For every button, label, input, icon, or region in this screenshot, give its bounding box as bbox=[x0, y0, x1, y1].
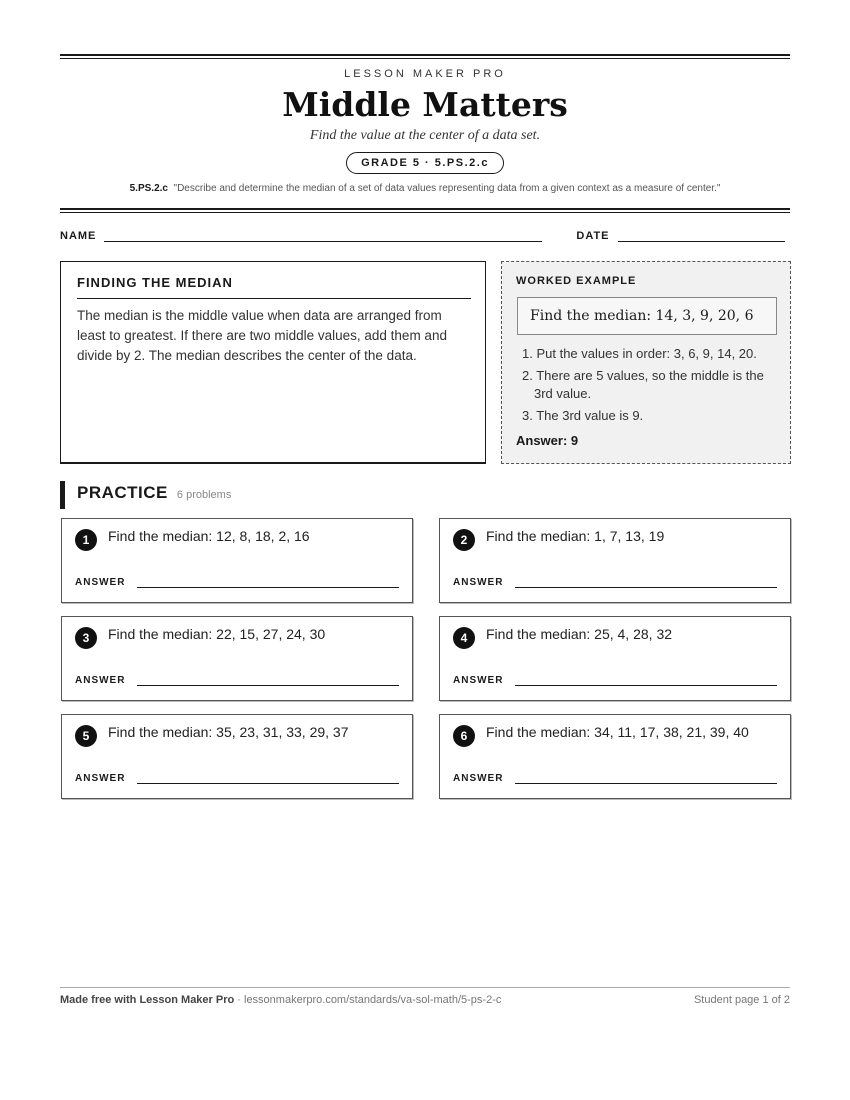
answer-field[interactable] bbox=[515, 783, 777, 784]
date-label: DATE bbox=[576, 230, 610, 242]
answer-label: ANSWER bbox=[453, 577, 504, 588]
concept-title: FINDING THE MEDIAN bbox=[77, 275, 233, 290]
page-subtitle: Find the value at the center of a data set. bbox=[309, 128, 541, 143]
answer-field[interactable] bbox=[515, 685, 777, 686]
answer-label: ANSWER bbox=[75, 773, 126, 784]
footer-rule bbox=[60, 987, 790, 988]
page-title: Middle Matters bbox=[282, 85, 568, 124]
brand-name: LESSON MAKER PRO bbox=[344, 68, 506, 80]
problem-number: 2 bbox=[453, 529, 475, 551]
footer-separator: · bbox=[234, 994, 244, 1006]
problem-prompt: Find the median: 35, 23, 31, 33, 29, 37 bbox=[108, 724, 349, 740]
answer-field[interactable] bbox=[137, 587, 399, 588]
problem-prompt: Find the median: 25, 4, 28, 32 bbox=[486, 626, 673, 642]
concept-box bbox=[60, 261, 486, 464]
date-field[interactable] bbox=[618, 240, 785, 242]
step-item: 3. The 3rd value is 9. bbox=[522, 408, 644, 423]
problem-card bbox=[439, 518, 791, 603]
problem-prompt: Find the median: 1, 7, 13, 19 bbox=[486, 528, 665, 544]
problem-card bbox=[439, 714, 791, 799]
top-rule bbox=[60, 54, 790, 59]
practice-header bbox=[77, 483, 231, 503]
practice-title: PRACTICE bbox=[77, 483, 168, 502]
footer-made-with: Made free with Lesson Maker Pro bbox=[60, 994, 235, 1006]
concept-title-rule bbox=[77, 298, 471, 299]
standard-code: 5.PS.2.c bbox=[129, 183, 168, 194]
name-field[interactable] bbox=[104, 240, 542, 242]
concept-body: The median is the middle value when data are arranged from least to greatest. If there are two middle values, add them and divide by 2. The median describes the center of the data. bbox=[77, 308, 447, 363]
standard-line bbox=[60, 183, 790, 194]
step-item: 1. Put the values in order: 3, 6, 9, 14, 20. bbox=[522, 346, 757, 361]
answer-field[interactable] bbox=[515, 587, 777, 588]
problem-card bbox=[61, 518, 413, 603]
answer-label: ANSWER bbox=[75, 577, 126, 588]
problem-card bbox=[439, 616, 791, 701]
answer-label: ANSWER bbox=[453, 675, 504, 686]
grade-badge: GRADE 5 · 5.PS.2.c bbox=[346, 152, 504, 174]
answer-field[interactable] bbox=[137, 685, 399, 686]
answer-field[interactable] bbox=[137, 783, 399, 784]
standard-text: "Describe and determine the median of a set of data values representing data from a given context as a measure of center." bbox=[173, 183, 721, 194]
footer-page-label: Student page 1 of 2 bbox=[693, 994, 790, 1006]
name-label: NAME bbox=[60, 230, 97, 242]
worked-example-answer: Answer: 9 bbox=[516, 433, 579, 448]
worked-example-label: WORKED EXAMPLE bbox=[516, 275, 637, 287]
problem-card bbox=[61, 714, 413, 799]
problem-number: 5 bbox=[75, 725, 97, 747]
step-item: 2. There are 5 values, so the middle is the 3rd value. bbox=[522, 368, 764, 401]
problem-number: 4 bbox=[453, 627, 475, 649]
header-bottom-rule bbox=[60, 208, 790, 213]
problem-number: 3 bbox=[75, 627, 97, 649]
answer-label: ANSWER bbox=[453, 773, 504, 784]
footer-credit bbox=[60, 994, 501, 1006]
problem-number: 6 bbox=[453, 725, 475, 747]
grade-badge-wrap bbox=[60, 152, 790, 174]
worked-example-problem: Find the median: 14, 3, 9, 20, 6 bbox=[517, 297, 777, 335]
practice-count: 6 problems bbox=[176, 489, 232, 501]
worked-example-box bbox=[501, 261, 791, 464]
problem-number: 1 bbox=[75, 529, 97, 551]
footer bbox=[60, 994, 790, 1006]
problem-prompt: Find the median: 34, 11, 17, 38, 21, 39, 40 bbox=[486, 724, 749, 740]
practice-accent-bar bbox=[60, 481, 65, 509]
problem-card bbox=[61, 616, 413, 701]
answer-label: ANSWER bbox=[75, 675, 126, 686]
name-date-row bbox=[60, 230, 790, 242]
footer-url[interactable]: lessonmakerpro.com/standards/va-sol-math/5-ps-2-c bbox=[244, 994, 502, 1006]
problem-prompt: Find the median: 12, 8, 18, 2, 16 bbox=[108, 528, 310, 544]
worked-example-steps bbox=[522, 345, 782, 425]
problem-prompt: Find the median: 22, 15, 27, 24, 30 bbox=[108, 626, 326, 642]
